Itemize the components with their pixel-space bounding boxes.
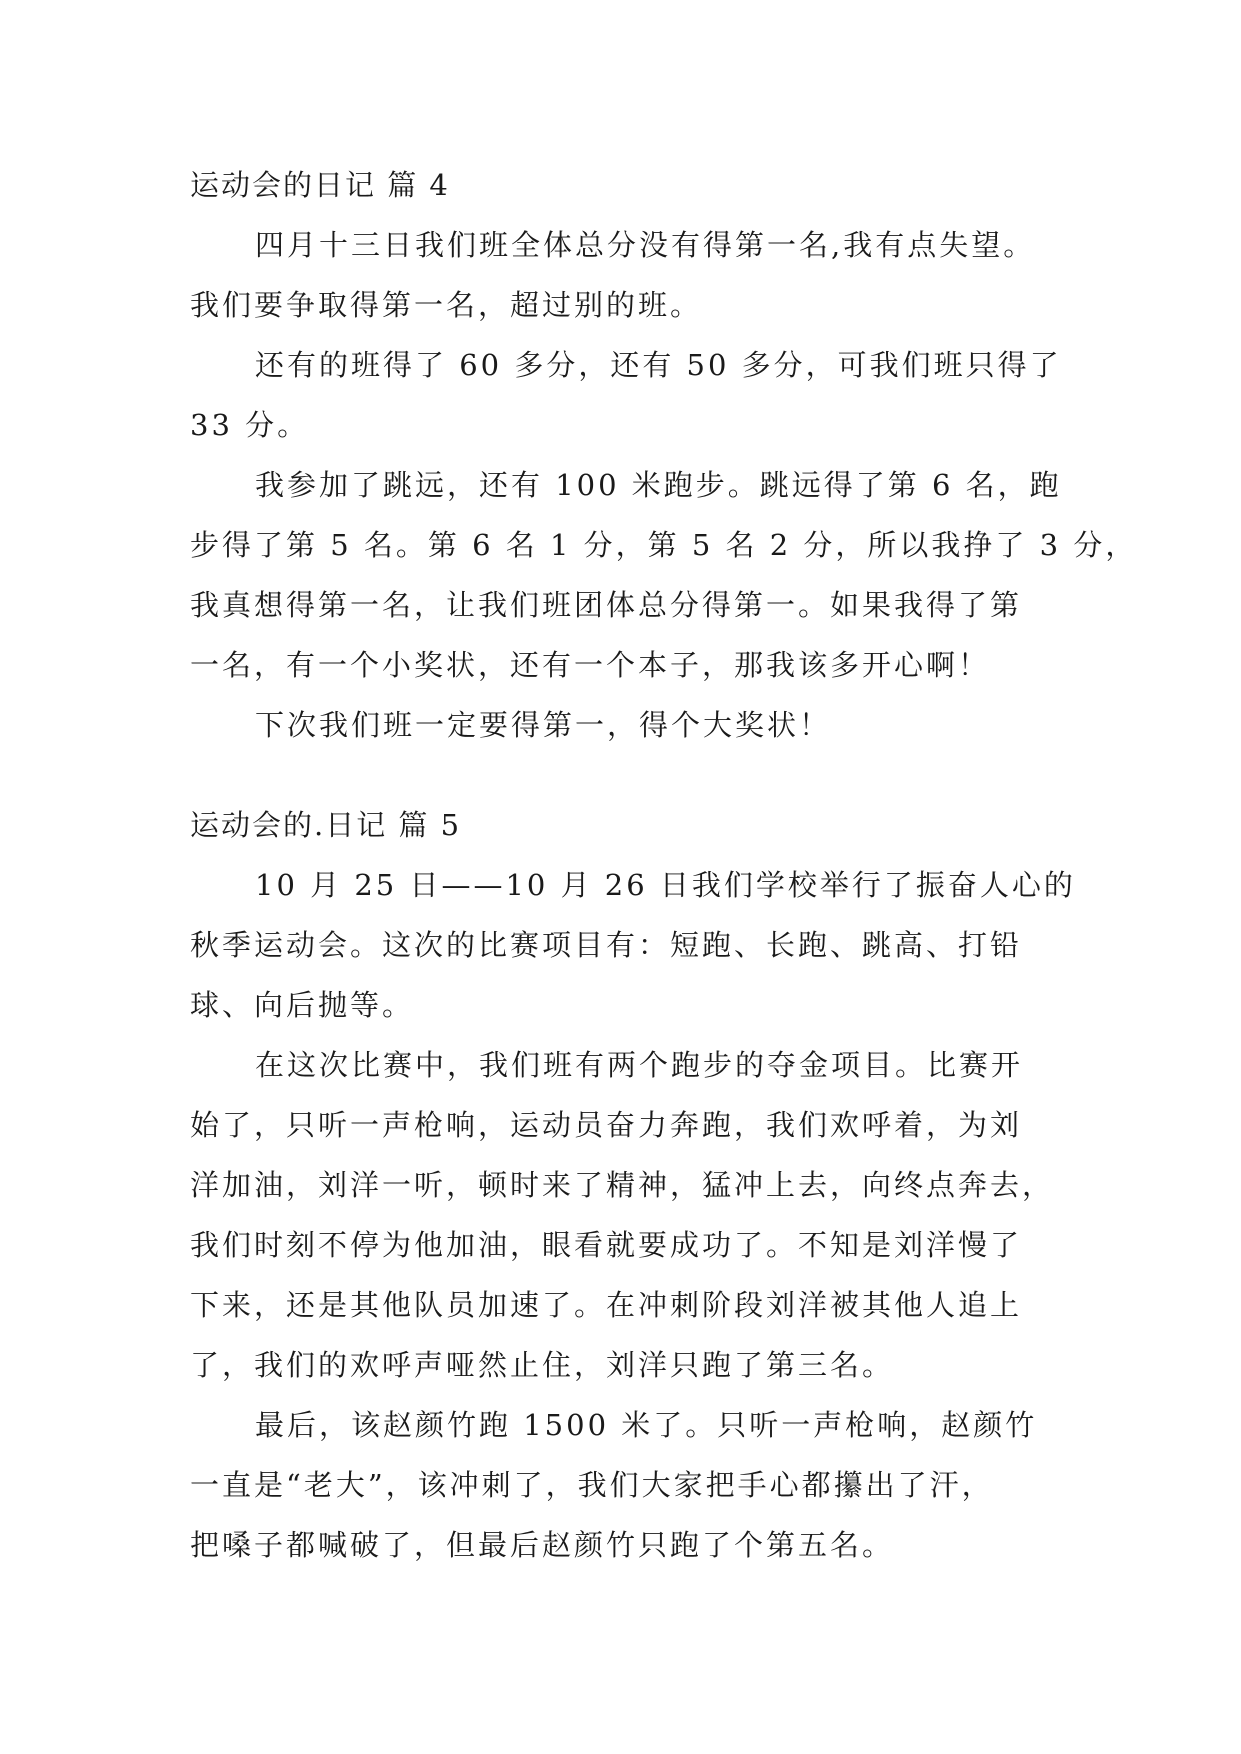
paragraph-line: 了，我们的欢呼声哑然止住，刘洋只跑了第三名。 (190, 1348, 895, 1382)
paragraph-line: 最后，该赵颜竹跑 1500 米了。只听一声枪响，赵颜竹 (255, 1408, 1038, 1442)
paragraph-line: 四月十三日我们班全体总分没有得第一名,我有点失望。 (255, 228, 1036, 262)
section-title: 运动会的.日记 篇 5 (190, 808, 462, 842)
paragraph-line: 33 分。 (190, 408, 310, 442)
paragraph-line: 还有的班得了 60 多分，还有 50 多分，可我们班只得了 (255, 348, 1062, 382)
paragraph-line: 秋季运动会。这次的比赛项目有：短跑、长跑、跳高、打铅 (190, 928, 1023, 962)
paragraph-line: 把嗓子都喊破了，但最后赵颜竹只跑了个第五名。 (190, 1528, 895, 1562)
paragraph-line: 我参加了跳远，还有 100 米跑步。跳远得了第 6 名，跑 (255, 468, 1062, 502)
paragraph-line: 在这次比赛中，我们班有两个跑步的夺金项目。比赛开 (255, 1048, 1024, 1082)
paragraph-line: 一名，有一个小奖状，还有一个本子，那我该多开心啊！ (190, 648, 991, 682)
paragraph-line: 我们时刻不停为他加油，眼看就要成功了。不知是刘洋慢了 (190, 1228, 1023, 1262)
paragraph-line: 10 月 25 日——10 月 26 日我们学校举行了振奋人心的 (255, 868, 1076, 902)
paragraph-line: 我们要争取得第一名，超过别的班。 (190, 288, 703, 322)
section-title: 运动会的日记 篇 4 (190, 168, 450, 202)
paragraph-line: 下来，还是其他队员加速了。在冲刺阶段刘洋被其他人追上 (190, 1288, 1023, 1322)
paragraph-line: 我真想得第一名，让我们班团体总分得第一。如果我得了第 (190, 588, 1023, 622)
paragraph-line: 球、向后抛等。 (190, 988, 415, 1022)
paragraph-line: 下次我们班一定要得第一，得个大奖状！ (255, 708, 832, 742)
paragraph-line: 洋加油，刘洋一听，顿时来了精神，猛冲上去，向终点奔去， (190, 1168, 1055, 1202)
paragraph-line: 步得了第 5 名。第 6 名 1 分，第 5 名 2 分，所以我挣了 3 分， (190, 528, 1138, 562)
paragraph-line: 始了，只听一声枪响，运动员奋力奔跑，我们欢呼着，为刘 (190, 1108, 1023, 1142)
paragraph-line: 一直是“老大”，该冲刺了，我们大家把手心都攥出了汗， (190, 1468, 994, 1502)
